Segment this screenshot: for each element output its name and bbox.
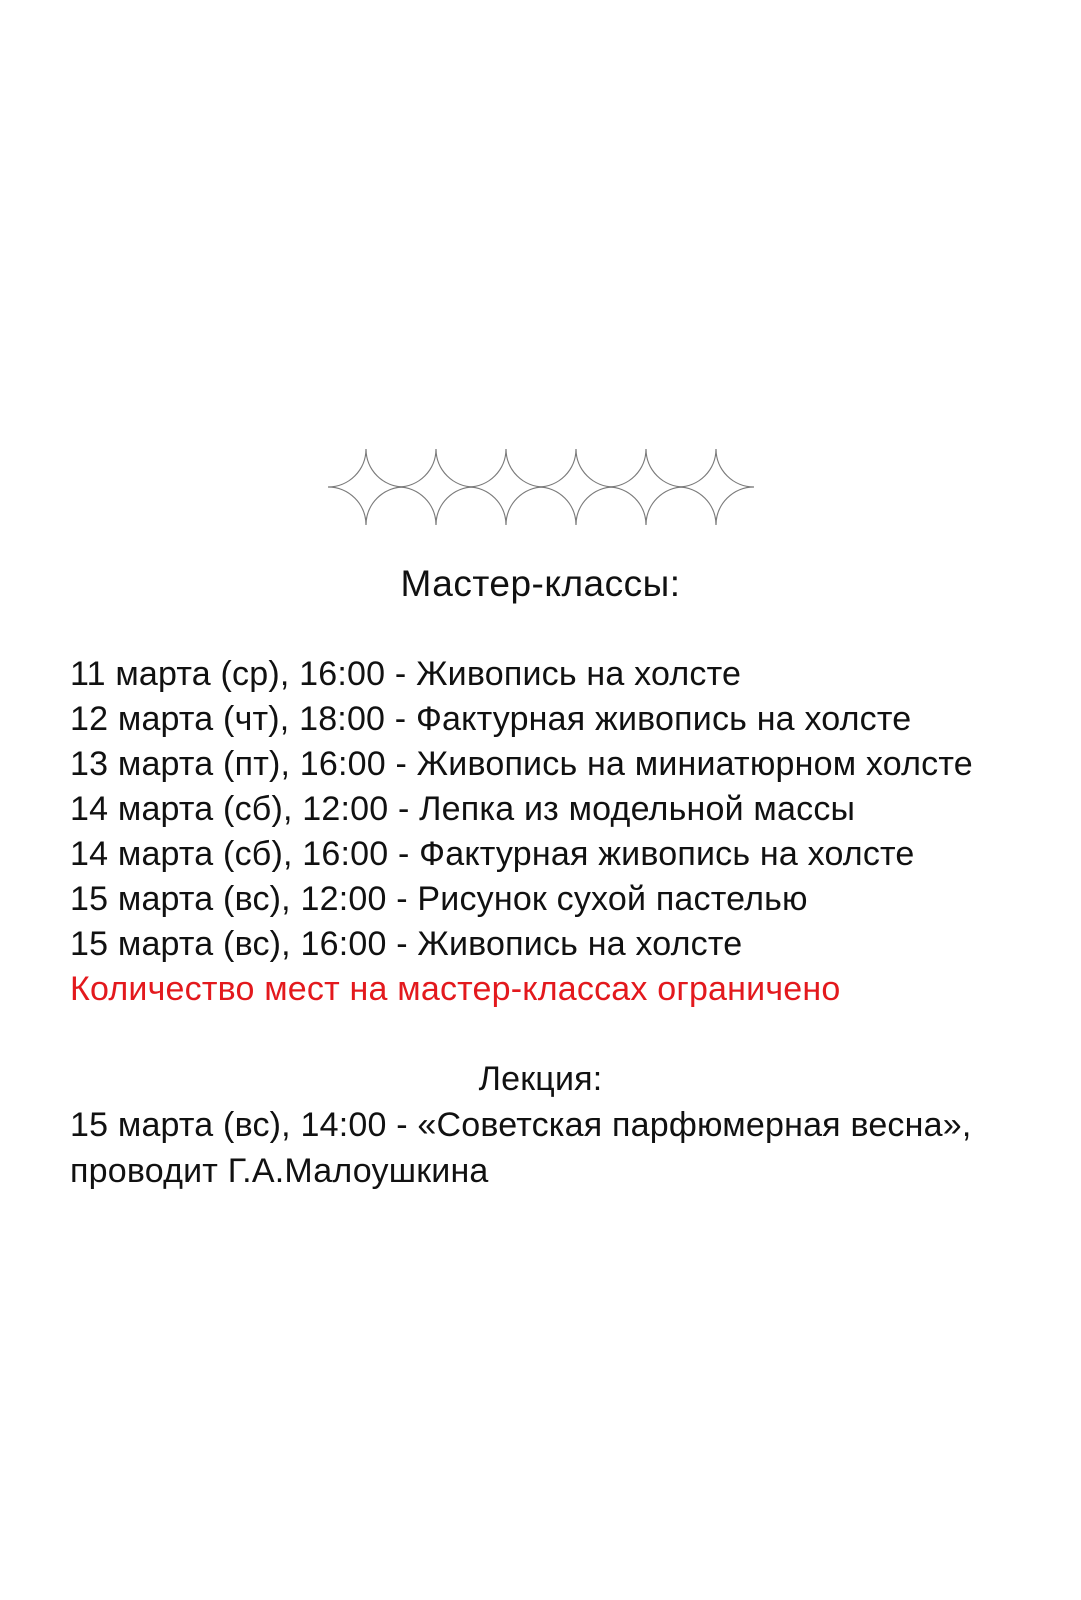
- sparkle-icon: [538, 449, 614, 525]
- masterclasses-list: [70, 652, 1061, 1012]
- sparkle-divider: [326, 447, 756, 527]
- sparkle-icon: [678, 449, 754, 525]
- masterclasses-limited-note: Количество мест на мастер-классах ограничено: [70, 970, 841, 1008]
- lecture-line: 15 марта (вс), 14:00 - «Советская парфюмерная весна»,: [70, 1106, 972, 1144]
- sparkle-icon: [468, 449, 544, 525]
- masterclass-item: 13 марта (пт), 16:00 - Живопись на миниатюрном холсте: [70, 745, 973, 783]
- lecture-heading: Лекция:: [478, 1060, 603, 1098]
- masterclass-item: 14 марта (сб), 12:00 - Лепка из модельной массы: [70, 790, 856, 828]
- masterclass-item: 11 марта (ср), 16:00 - Живопись на холсте: [70, 655, 742, 693]
- sparkle-row: [326, 447, 756, 527]
- sparkle-icon: [608, 449, 684, 525]
- masterclass-item: 15 марта (вс), 16:00 - Живопись на холсте: [70, 925, 743, 963]
- sparkle-icon: [328, 449, 404, 525]
- masterclass-item: 12 марта (чт), 18:00 - Фактурная живопись на холсте: [70, 700, 912, 738]
- masterclass-item: 14 марта (сб), 16:00 - Фактурная живопись на холсте: [70, 835, 915, 873]
- masterclass-item: 15 марта (вс), 12:00 - Рисунок сухой пастелью: [70, 880, 808, 918]
- sparkle-icon: [398, 449, 474, 525]
- lecture-line: проводит Г.А.Малоушкина: [70, 1152, 489, 1190]
- masterclasses-heading: Мастер-классы:: [400, 563, 681, 604]
- lecture-details: [70, 1102, 1061, 1194]
